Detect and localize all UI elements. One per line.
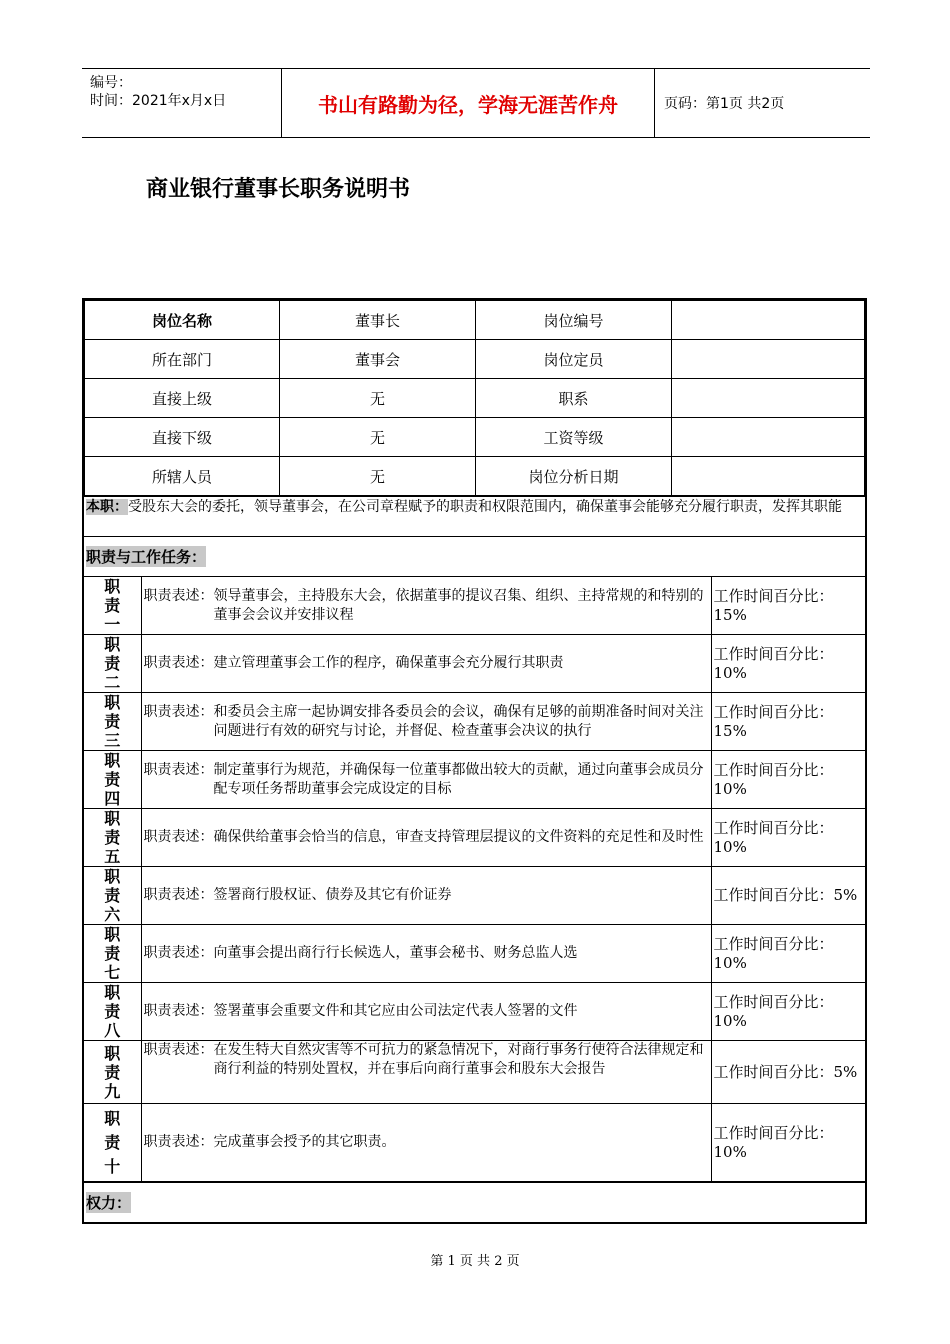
duty-row [84,809,865,867]
header-meta [82,69,282,137]
duty-prefix: 职责表述： [143,1003,214,1019]
core-duty-row [84,496,865,536]
info-label-cell: 岗位定员 [476,340,672,379]
page-header [82,68,870,138]
duty-row [84,983,865,1041]
duty-label: 职 责 五 [84,809,141,867]
info-label-cell: 岗位编号 [476,301,672,340]
duty-text: 和委员会主席一起协调安排各委员会的会议，确保有足够的前期准备时间对关注问题进行有效的研究与讨论，并督促、检查董事会决议的执行 [213,703,704,739]
duty-text: 制定董事行为规范，并确保每一位董事都做出较大的贡献，通过向董事会成员分配专项任务帮助董事会完成设定的目标 [213,761,704,797]
info-row [85,457,865,496]
duty-row [84,867,865,925]
duty-label: 职 责 三 [84,693,141,751]
duty-row [84,1104,865,1182]
duty-row [84,693,865,751]
duty-description [141,635,711,693]
duty-prefix: 职责表述： [143,887,214,903]
authority-row [84,1182,865,1222]
duty-row [84,925,865,983]
info-row [85,340,865,379]
info-label-cell: 职系 [476,379,672,418]
info-value-cell [672,379,865,418]
duty-description [141,1104,711,1182]
info-value-cell [672,418,865,457]
duty-description [141,809,711,867]
duty-label: 职 责 十 [84,1104,141,1182]
core-duty-text: 受股东大会的委托，领导董事会，在公司章程赋予的职责和权限范围内，确保董事会能够充分履行职责，发挥其职能 [128,499,842,515]
duty-description [141,983,711,1041]
info-value-cell: 无 [280,418,476,457]
duty-description [141,925,711,983]
info-label-cell: 工资等级 [476,418,672,457]
duty-text: 向董事会提出商行行长候选人，董事会秘书、财务总监人选 [213,945,578,961]
info-row [85,418,865,457]
page-footer: 第 1 页 共 2 页 [430,1254,520,1269]
info-label-cell: 所在部门 [85,340,280,379]
duty-row [84,577,865,635]
duty-prefix: 职责表述： [143,655,214,671]
duty-label: 职 责 一 [84,577,141,635]
duty-label: 职 责 四 [84,751,141,809]
duty-time-percent: 工作时间百分比：10% [711,983,865,1041]
doc-date-label: 时间：2021年x月x日 [90,93,227,109]
duty-time-percent: 工作时间百分比：10% [711,925,865,983]
duty-prefix: 职责表述： [143,587,214,604]
duty-time-percent: 工作时间百分比：15% [711,693,865,751]
duty-time-percent: 工作时间百分比：10% [711,1104,865,1182]
duty-label: 职 责 六 [84,867,141,925]
info-label-cell: 岗位名称 [85,301,280,340]
info-value-cell: 无 [280,457,476,496]
duty-label: 职 责 八 [84,983,141,1041]
duties-section-header [84,536,865,576]
duty-description [141,751,711,809]
info-label-cell: 直接下级 [85,418,280,457]
duty-row [84,635,865,693]
duty-text: 确保供给董事会恰当的信息，审查支持管理层提议的文件资料的充足性和及时性 [213,829,704,845]
info-value-cell: 董事长 [280,301,476,340]
document-title: 商业银行董事长职务说明书 [146,177,411,202]
duty-text: 签署商行股权证、债券及其它有价证券 [213,887,452,903]
info-label-cell: 所辖人员 [85,457,280,496]
info-row [85,301,865,340]
duty-time-percent: 工作时间百分比：5% [711,1041,865,1104]
duty-time-percent: 工作时间百分比：10% [711,751,865,809]
info-row [85,379,865,418]
duty-description [141,867,711,925]
duty-row [84,1041,865,1104]
info-value-cell [672,340,865,379]
duty-time-percent: 工作时间百分比：10% [711,635,865,693]
duty-prefix: 职责表述： [143,1134,214,1150]
duty-label: 职 责 二 [84,635,141,693]
duty-time-percent: 工作时间百分比：5% [711,867,865,925]
duty-prefix: 职责表述： [143,829,214,845]
duty-prefix: 职责表述： [143,945,214,961]
duty-description [141,693,711,751]
info-value-cell: 无 [280,379,476,418]
duty-text: 完成董事会授予的其它职责。 [213,1134,396,1150]
duties-section-label: 职责与工作任务： [86,548,207,566]
info-label-cell: 直接上级 [85,379,280,418]
duty-time-percent: 工作时间百分比：10% [711,809,865,867]
info-value-cell [672,301,865,340]
duty-text: 领导董事会，主持股东大会，依据董事的提议召集、组织、主持常规的和特别的董事会会议并安排议程 [213,587,704,623]
duty-prefix: 职责表述： [143,703,214,720]
doc-number-label: 编号： [90,75,132,91]
duty-description [141,577,711,635]
position-info-table [84,300,865,496]
duty-time-percent: 工作时间百分比：15% [711,577,865,635]
duties-table [84,576,865,1182]
duty-row [84,751,865,809]
duty-text: 签署董事会重要文件和其它应由公司法定代表人签署的文件 [213,1003,578,1019]
core-duty-label: 本职： [86,499,128,515]
header-page-label: 页码：第1页 共2页 [664,96,785,112]
job-description-table [82,298,867,1224]
info-value-cell: 董事会 [280,340,476,379]
duty-text: 建立管理董事会工作的程序，确保董事会充分履行其职责 [213,655,564,671]
info-label-cell: 岗位分析日期 [476,457,672,496]
info-value-cell [672,457,865,496]
duty-description [141,1041,711,1104]
duty-text: 在发生特大自然灾害等不可抗力的紧急情况下，对商行事务行使符合法律规定和商行利益的特别处置权，并在事后向商行董事会和股东大会报告 [213,1042,704,1077]
duty-prefix: 职责表述： [143,1042,214,1058]
duty-label: 职 责 七 [84,925,141,983]
duty-label: 职 责 九 [84,1041,141,1104]
authority-label: 权力： [86,1194,132,1212]
header-motto: 书山有路勤为径，学海无涯苦作舟 [282,69,655,137]
duty-prefix: 职责表述： [143,761,214,778]
